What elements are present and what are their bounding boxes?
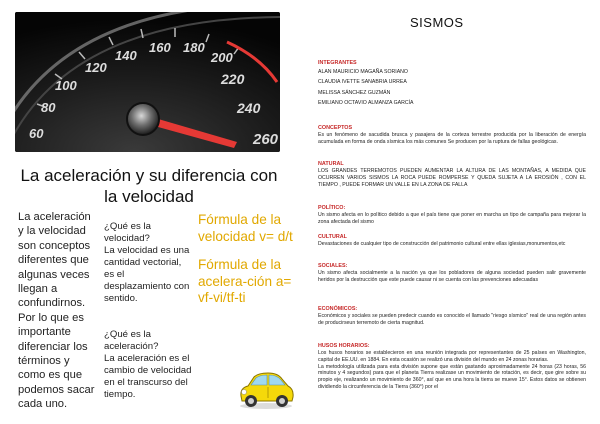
article-title: La aceleración y su diferencia con la velocidad bbox=[20, 166, 278, 206]
member-name: MELISSA SÁNCHEZ GUZMÁN bbox=[318, 89, 391, 96]
social-text: Un sismo afecta socialmente a la nación ya que los pobladores de alguna sociedad pueden salir gravemente heridos por la destrucción que este puede causar ni se cuenta con las prevenciones adecuadas bbox=[318, 270, 586, 283]
velocity-question: ¿Qué es la velocidad? bbox=[104, 221, 151, 244]
cultural-heading: CULTURAL bbox=[318, 234, 347, 240]
timezones-heading: HUSOS HORARIOS: bbox=[318, 343, 370, 349]
formulas-column bbox=[198, 212, 294, 307]
member-name: EMILIANO OCTAVIO ALMANZA GARCÍA bbox=[318, 100, 414, 107]
car-cartoon-image bbox=[236, 368, 296, 410]
speedometer-image bbox=[15, 12, 280, 152]
economic-text: Económicos y sociales se pueden predecir cuando es conocido el llamado "riesgo sísmico" real de una región antes de producirseun terremoto de cierta magnitud. bbox=[318, 313, 586, 326]
timezones-text-2: La metodología utilizada para esta división supone que están gastando aproximadamente 24 horas (23 horas, 56 minutos y 4 segundos) para que el planeta Tierra realizase un movimiento de rotación, es decir, que gire sobre su propio eje, realizando un movimiento de 360°, así que en una hora la tierra se mueve 15°. Estos datos se obtienen dividiendo la circunferencia de la Tierra (360°) por el bbox=[318, 363, 586, 390]
political-text: Un sismo afecta en lo político debido a que el país tiene que poner en marcha un tipo de campaña para mejorar la zona afectada del sismo bbox=[318, 212, 586, 225]
speed-number: 100 bbox=[55, 78, 77, 93]
political-section bbox=[318, 205, 586, 226]
velocity-formula: Fórmula de la velocidad v= d/t bbox=[198, 212, 293, 244]
acceleration-formula: Fórmula de la acelera-ción a= vf-vi/tf-ti bbox=[198, 257, 292, 305]
timezones-section bbox=[318, 343, 586, 391]
speed-number: 160 bbox=[149, 40, 171, 55]
natural-text: LOS GRANDES TERREMOTOS PUEDEN AUMENTAR LA ALTURA DE LAS MONTAÑAS, A MEDIDA QUE OCURREN VARIOS SISMOS LA ROCA PUEDE ROMPERSE Y QUEDA SUJETA A LA EROSIÓN , CON EL TIEMPO , PUEDE FORMAR UN VALLE EN LA ZONA DE FALLA bbox=[318, 168, 586, 188]
sismos-title: SISMOS bbox=[410, 15, 464, 30]
speed-number: 140 bbox=[115, 48, 137, 63]
speed-number: 260 bbox=[253, 131, 279, 148]
members-section bbox=[318, 60, 586, 109]
economic-heading: ECONÓMICOS: bbox=[318, 306, 358, 312]
speed-number: 180 bbox=[183, 40, 205, 55]
speed-number: 80 bbox=[41, 100, 56, 115]
speed-number: 240 bbox=[237, 100, 261, 116]
member-name: ALAN MAURICIO MAGAÑA SORIANO bbox=[318, 69, 408, 75]
concepts-section bbox=[318, 125, 586, 146]
speed-number: 220 bbox=[221, 71, 245, 87]
acceleration-answer: La aceleración es el cambio de velocidad en el transcurso del tiempo. bbox=[104, 353, 192, 400]
acceleration-question: ¿Qué es la aceleración? bbox=[104, 329, 159, 352]
speed-number: 200 bbox=[211, 50, 233, 65]
speed-number: 60 bbox=[29, 126, 44, 141]
speed-number: 120 bbox=[85, 60, 107, 75]
concepts-heading: CONCEPTOS bbox=[318, 125, 353, 131]
cultural-text: Devastaciones de cualquier tipo de construcción del patrimonio cultural entre ellas iglesias,monumentos,etc bbox=[318, 241, 566, 247]
social-section bbox=[318, 263, 586, 284]
political-heading: POLÍTICO: bbox=[318, 205, 346, 211]
intro-paragraph: La aceleración y la velocidad son conceptos diferentes que algunas veces llegan a confundirnos. Por lo que es importante diferenciar los términos y como es que podemos sacar cada uno. bbox=[18, 211, 95, 411]
member-name: CLAUDIA IVETTE SANABRIA URREA bbox=[318, 79, 407, 86]
social-heading: SOCIALES: bbox=[318, 263, 348, 269]
cultural-section bbox=[318, 234, 586, 248]
natural-heading: NATURAL bbox=[318, 161, 344, 167]
timezones-text-1: Los husos horarios se establecieron en una reunión integrada por representantes de 25 países en Washington, capital de EE.UU. en 1884. En esta ocasión se realizó una división del mundo en 24 zonas horarias. bbox=[318, 350, 586, 363]
economic-section bbox=[318, 306, 586, 327]
concepts-text: Es un fenómeno de sacudida brusca y pasajera de la corteza terrestre producida por la liberación de energía acumulada en forma de onda sísmica los más comunes Se producen por la ruptura de fallas geológicas. bbox=[318, 132, 586, 145]
velocity-answer: La velocidad es una cantidad vectorial, es el desplazamiento con sentido. bbox=[104, 245, 190, 304]
members-heading: INTEGRANTES bbox=[318, 60, 357, 66]
definitions-column bbox=[104, 221, 194, 401]
natural-section bbox=[318, 161, 586, 188]
speedometer-graphic bbox=[15, 12, 280, 152]
